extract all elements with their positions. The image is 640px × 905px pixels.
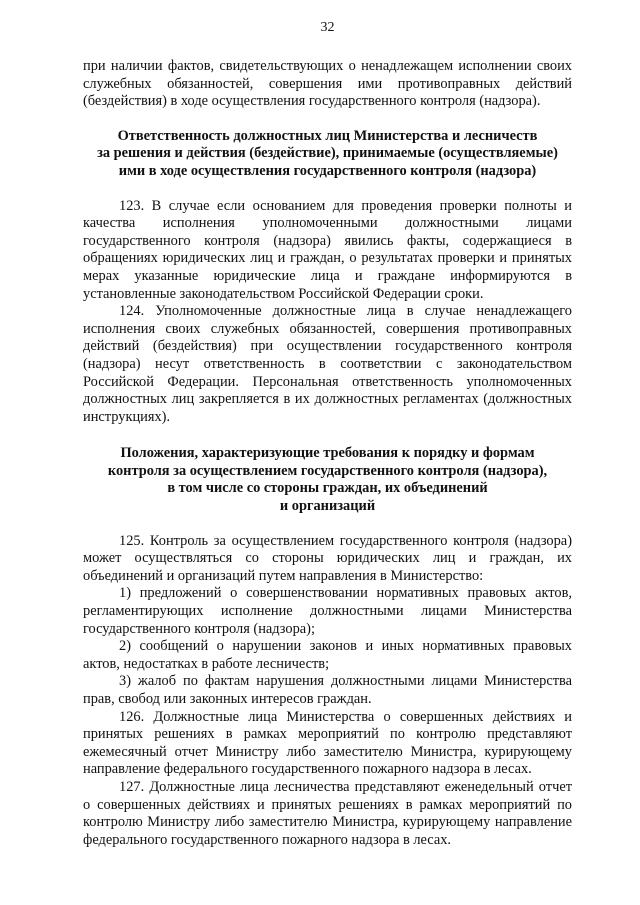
paragraph-125: 125. Контроль за осуществлением государственного контроля (надзора) может осуществляться со стороны юридических лиц и граждан, их объединений и организаций путем направления в Министерство:	[83, 532, 572, 584]
heading-line: контроля за осуществлением государственного контроля (надзора),	[107, 462, 548, 479]
heading-line: Ответственность должностных лиц Министерства и лесничеств	[117, 127, 538, 144]
heading-line: Положения, характеризующие требования к порядку и формам	[120, 445, 535, 462]
paragraph-126: 126. Должностные лица Министерства о совершенных действиях и принятых решениях в рамках мероприятий по контролю представляют ежемесячный отчет Министру либо заместителю Министра, курирующему направление федерального государственного пожарного надзора в лесах.	[83, 708, 572, 778]
heading-line: ими в ходе осуществления государственного контроля (надзора)	[118, 162, 537, 179]
page-number: 32	[320, 20, 335, 35]
intro-paragraph: при наличии фактов, свидетельствующих о ненадлежащем исполнении своих служебных обязанностей, совершения ими противоправных действий (бездействия) в ходе осуществления государственного контроля (надзора).	[83, 58, 572, 110]
list-item-1: 1) предложений о совершенствовании нормативных правовых актов, регламентирующих исполнение должностными лицами Министерства государственного контроля (надзора);	[83, 585, 572, 637]
heading-line: в том числе со стороны граждан, их объединений	[167, 480, 488, 497]
section-heading-control-requirements	[83, 445, 572, 515]
heading-line: и организаций	[279, 498, 376, 515]
paragraph-124: 124. Уполномоченные должностные лица в случае ненадлежащего исполнения своих служебных обязанностей, совершения противоправных действий (бездействия) при осуществлении государственного контроля (надзора) несут ответственность в соответствии с законодательством Российской Федерации. Персональная ответственность уполномоченных должностных лиц закрепляется в их должностных регламентах (должностных инструкциях).	[83, 303, 572, 425]
list-item-3: 3) жалоб по фактам нарушения должностными лицами Министерства прав, свобод или законных интересов граждан.	[83, 673, 572, 707]
list-item-2: 2) сообщений о нарушении законов и иных нормативных правовых актов, недостатках в работе лесничеств;	[83, 638, 572, 672]
paragraph-127: 127. Должностные лица лесничества представляют еженедельный отчет о совершенных действиях и принятых решениях в рамках мероприятий по контролю Министру либо заместителю Министра, курирующему направление федерального государственного пожарного надзора в лесах.	[83, 778, 572, 848]
paragraph-123: 123. В случае если основанием для проведения проверки полноты и качества исполнения уполномоченными должностными лицами государственного контроля (надзора) явились факты, содержащиеся в обращениях юридических лиц и граждан, о результатах проверки и принятых мерах указанные юридические лица и граждане информируются в установленные законодательством Российской Федерации сроки.	[83, 197, 572, 302]
heading-line: за решения и действия (бездействие), принимаемые (осуществляемые)	[97, 145, 558, 162]
section-heading-responsibility	[83, 128, 572, 181]
